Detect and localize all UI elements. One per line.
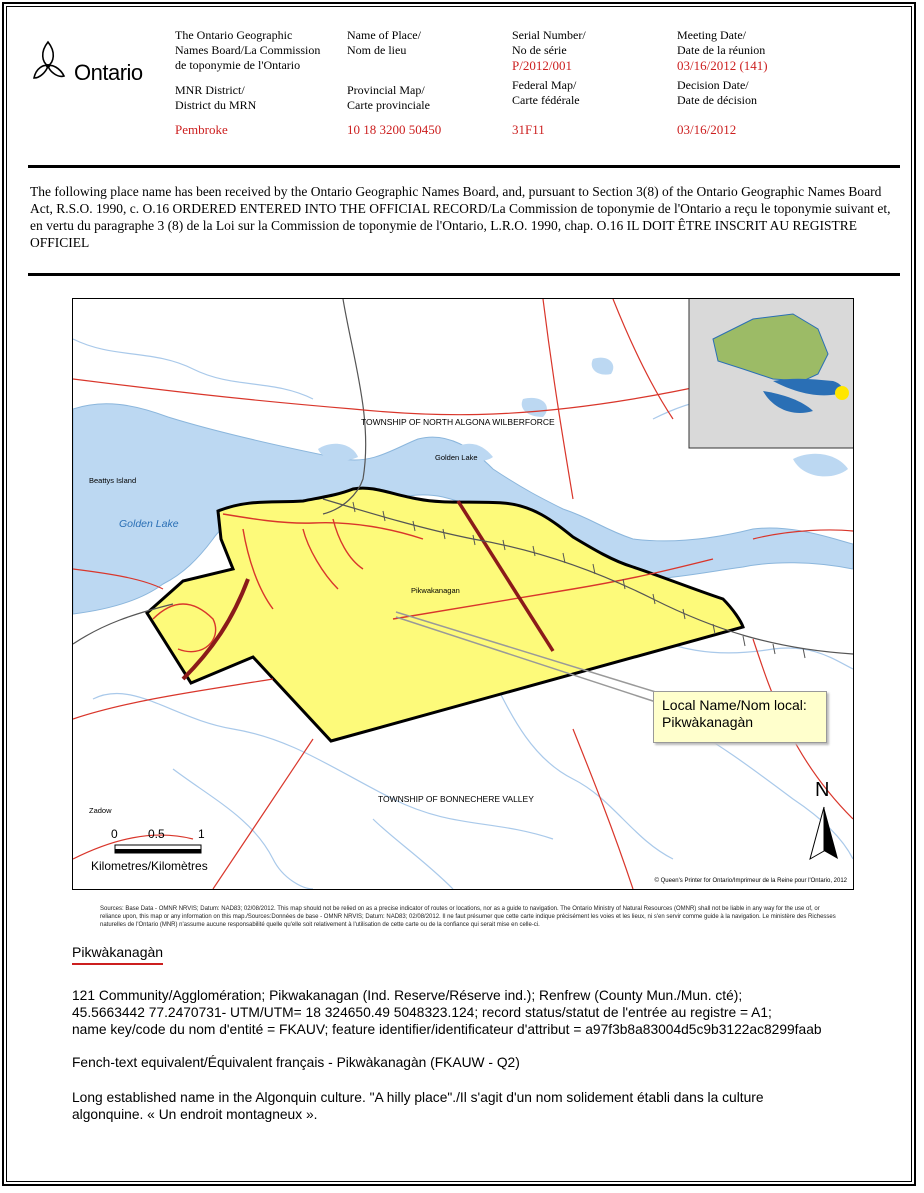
fedmap-value: 31F11 [512, 122, 545, 137]
meeting-label [677, 28, 768, 73]
location-map[interactable] [72, 298, 854, 890]
golden-lake-water-label: Golden Lake [119, 518, 179, 530]
feature-details [72, 987, 892, 1038]
pikwakanagan-label: Pikwakanagan [411, 586, 460, 595]
place-label-line: Name of Place/ [347, 28, 421, 42]
serial-value: P/2012/001 [512, 58, 572, 73]
board-label-line: de toponymie de l'Ontario [175, 58, 301, 72]
provmap-label [347, 83, 430, 113]
serial-label-line: Serial Number/ [512, 28, 586, 42]
scale-label-0: 0 [111, 827, 118, 841]
board-label-line: Names Board/La Commission [175, 43, 321, 57]
district-label-line: District du MRN [175, 98, 257, 112]
place-label-line: Nom de lieu [347, 43, 407, 57]
origin-note [72, 1089, 892, 1123]
detail-line: name key/code du nom d'entité = FKAUV; feature identifier/identificateur d'attribut = a97f3b8a83004d5c9b3122ac8299faab [72, 1022, 822, 1037]
detail-line: 45.5663442 77.2470731- UTM/UTM= 18 324650.49 5048323.124; record status/statut de l'entrée au registre = A1; [72, 1005, 772, 1020]
ontario-logo-text: Ontario [74, 60, 143, 85]
lake-patch [793, 454, 848, 477]
decision-label [677, 78, 757, 108]
serial-label-line: No de série [512, 43, 567, 57]
scale-units-label: Kilometres/Kilomètres [91, 859, 208, 873]
lake-patch [592, 358, 614, 375]
district-value: Pembroke [175, 122, 228, 137]
fedmap-label-line: Federal Map/ [512, 78, 577, 92]
divider [28, 273, 900, 276]
origin-line: algonquine. « Un endroit montagneux ». [72, 1107, 318, 1122]
decision-label-line: Decision Date/ [677, 78, 749, 92]
decision-label-line: Date de décision [677, 93, 757, 107]
divider [28, 165, 900, 168]
local-name-callout [653, 691, 827, 743]
scale-label-1: 1 [198, 827, 205, 841]
fedmap-label [512, 78, 580, 108]
meeting-value: 03/16/2012 (141) [677, 58, 768, 73]
provmap-label-line: Carte provinciale [347, 98, 430, 112]
callout-line: Pikwàkanagàn [662, 714, 754, 730]
lake-patch [522, 398, 547, 417]
map-sources-note: Sources: Base Data - OMNR NRVIS; Datum: NAD83; 02/08/2012. This map should not be relied on as a precise indicator of routes or locations, nor as a guide to navigation. The Ontario Ministry of Natural Resources (OMNR) shall not be liable in any way for the use of, or reliance upon, this map or any information on this map./Sources:Données de base - OMNR NRVIS; Datum: NAD83; 02/08/2012. Il ne faut présumer que cette carte indique précisément les voies et les lieux, ni s'en servir comme guide à la navigation. Le ministère des Richesses naturelles de l'Ontario (MNR) n'assume aucune responsabilité quelle qu'elle soit relativement à l'utilisation de cette carte ou de la confiance qui serait mise en celle-ci. [100, 906, 836, 928]
map-copyright: © Queen's Printer for Ontario/Imprimeur de la Reine pour l'Ontario, 2012 [654, 878, 847, 884]
fedmap-label-line: Carte fédérale [512, 93, 580, 107]
serial-label [512, 28, 586, 73]
provmap-label-line: Provincial Map/ [347, 83, 425, 97]
detail-line: 121 Community/Agglomération; Pikwakanagan (Ind. Reserve/Réserve ind.); Renfrew (County Mun./Mun. cté); [72, 988, 743, 1003]
district-label-line: MNR District/ [175, 83, 245, 97]
scale-bar-fill [115, 849, 201, 853]
district-label [175, 83, 256, 113]
golden-lake-town-label: Golden Lake [435, 453, 478, 462]
inset-map [689, 299, 853, 448]
decision-value: 03/16/2012 [677, 122, 737, 137]
intro-text: The following place name has been received by the Ontario Geographic Names Board, and, pursuant to Section 3(8) of the Ontario Geographic Names Board Act, R.S.O. 1990, c. O.16 ORDERED ENTERED INTO THE OFFICIAL RECORD/La Commission de toponymie de l'Ontario a reçu le toponymie suivant et, en vertu du paragraphe 3 (8) de la Loi sur la Commission de toponymie de l'Ontario, L.R.O. 1990, chap. O.16 IL DOIT ÊTRE INSCRIT AU REGISTRE OFFICIEL [30, 184, 891, 250]
board-label-line: The Ontario Geographic [175, 28, 293, 42]
township-south-label: TOWNSHIP OF BONNECHERE VALLEY [378, 794, 534, 804]
board-label [175, 28, 320, 73]
meeting-label-line: Meeting Date/ [677, 28, 746, 42]
zadow-label: Zadow [89, 806, 112, 815]
township-north-label: TOWNSHIP OF NORTH ALGONA WILBERFORCE [361, 417, 555, 427]
french-equivalent: Fench-text equivalent/Équivalent français - Pikwàkanagàn (FKAUW - Q2) [72, 1055, 520, 1070]
beattys-island-label: Beattys Island [89, 476, 137, 485]
scale-label-half: 0.5 [148, 827, 165, 841]
north-label: N [815, 779, 830, 801]
provmap-value: 10 18 3200 50450 [347, 122, 442, 137]
meeting-label-line: Date de la réunion [677, 43, 766, 57]
place-label [347, 28, 421, 58]
callout-line: Local Name/Nom local: [662, 697, 807, 713]
place-name-title: Pikwàkanagàn [72, 944, 163, 965]
origin-line: Long established name in the Algonquin culture. "A hilly place"./Il s'agit d'un nom solidement établi dans la culture [72, 1090, 764, 1105]
